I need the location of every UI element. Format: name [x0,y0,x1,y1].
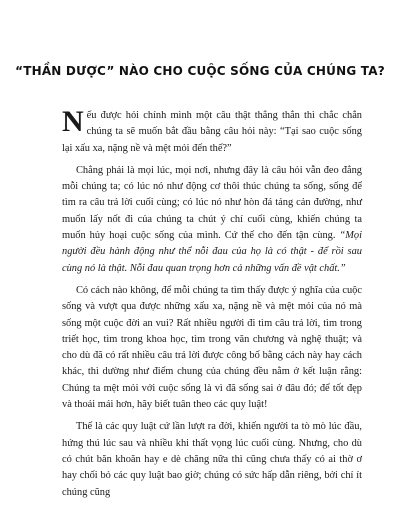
paragraph-4 [62,419,362,500]
body-text [62,105,362,507]
paragraph-4-text: Thế là các quy luật cứ lần lượt ra đời, khiến người ta tò mò lúc đầu, hứng thú lúc sau và nhiều khi thất vọng lúc cuối cùng. Nhưng, cho dù có chút băn khoăn hay e dè chăng nữa thì cũng chưa thấy có ai thờ ơ hay chối bỏ các quy luật bao giờ; chúng có sức hấp dẫn riêng, bởi chí ít chúng cũng [62,421,362,498]
paragraph-2-quote: “Mọi người đều hành động như thể nỗi đau của họ là có thật - để rồi sau cùng nó là thật. Nỗi đau quan trọng hơn cả những vấn đề vật chất.” [62,230,362,274]
chapter-title: “THẦN DƯỢC” NÀO CHO CUỘC SỐNG CỦA CHÚNG TA? [15,64,385,78]
paragraph-3-text: Có cách nào không, để mỗi chúng ta tìm thấy được ý nghĩa của cuộc sống và vượt qua được những xấu xa, nặng nề và mệt mỏi của nó mà sống một cuộc đời an vui? Rất nhiều người đi tìm câu trả lời, tìm trong triết học, tìm trong khoa học, tìm trong văn chương và nghệ thuật; và cho dù đã có rất nhiều câu trả lời được công bố bằng cách này hay cách khác, thì dường như điểm chung của chúng đều nằm ở kết luận rằng: Chúng ta mệt mỏi với cuộc sống là vì đã sống sai ở đâu đó; để tốt đẹp và thoải mái hơn, hãy biết tuân theo các quy luật! [62,284,362,411]
paragraph-2-text: Chẳng phải là mọi lúc, mọi nơi, nhưng đây là câu hỏi vẫn đeo đẳng mỗi chúng ta; có lúc nó như động cơ thôi thúc chúng ta sống, sống để tìm ra câu trả lời cuối cùng; có lúc nó như hòn đá tảng cản đường, như muốn lấy nốt đi của chúng ta chút ý chí cuối cùng, khiến chúng ta muốn hủy hoại cuộc sống của mình. Cứ thế cho đến tận cùng. [62,164,362,242]
paragraph-2 [62,163,362,277]
drop-cap: N [62,105,84,138]
paragraph-1 [62,105,362,157]
paragraph-1-text: ếu được hỏi chính mình một câu thật thẳng thắn thì chắc chắn chúng ta sẽ muốn bắt đầu bằng câu hỏi này: “Tại sao cuộc sống lại xấu xa, nặng nề và mệt mỏi đến thế?” [62,110,362,154]
paragraph-3 [62,283,362,413]
